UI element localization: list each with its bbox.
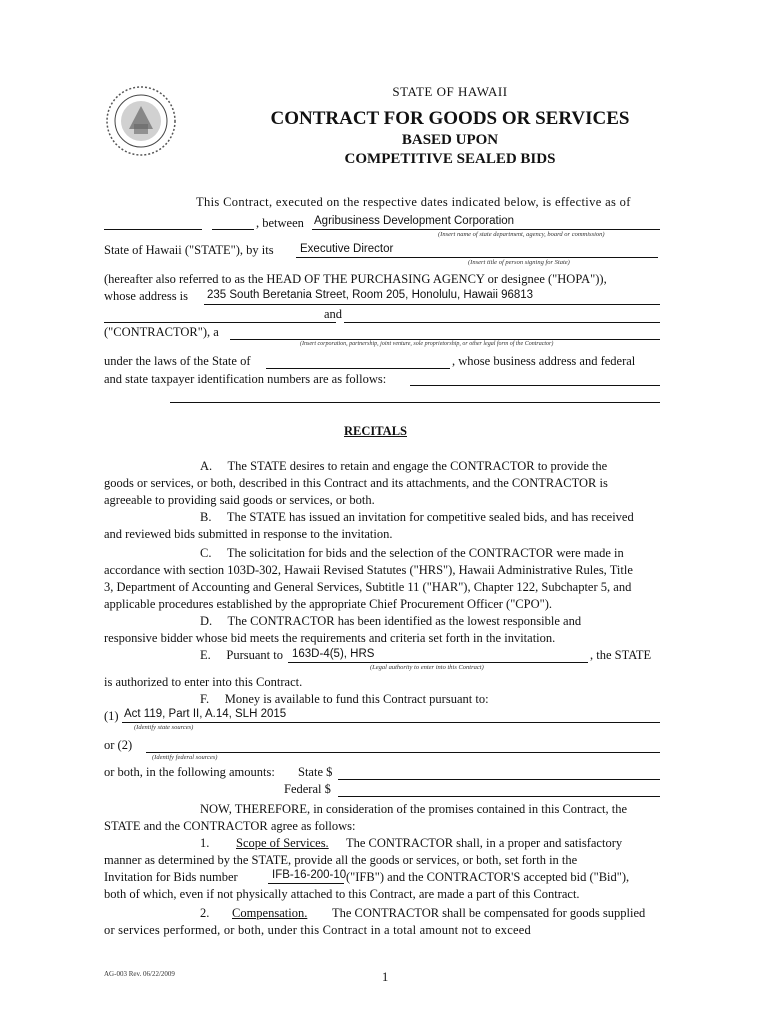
amounts-label: or both, in the following amounts: xyxy=(104,765,275,779)
business-address-label: , whose business address and federal xyxy=(452,354,636,368)
recital-c-4: applicable procedures established by the appropriate Chief Procurement Officer ("CPO"). xyxy=(104,597,553,611)
contract-title: CONTRACT FOR GOODS OR SERVICES xyxy=(270,108,630,129)
effective-year-field[interactable] xyxy=(212,229,254,230)
ifb-number-field[interactable]: IFB-16-200-10 xyxy=(272,869,347,881)
officer-caption: (Insert title of person signing for State) xyxy=(468,259,570,266)
address-field[interactable]: 235 South Beretania Street, Room 205, Honolulu, Hawaii 96813 xyxy=(207,289,534,301)
section-1-line-c-pre: Invitation for Bids number xyxy=(104,870,238,884)
state-funding-source-field[interactable]: Act 119, Part II, A.14, SLH 2015 xyxy=(124,708,287,720)
section-1-title: Scope of Services. xyxy=(236,836,329,850)
recital-e-pre: E. Pursuant to xyxy=(200,648,283,662)
recital-c-3: 3, Department of Accounting and General Services, Subtitle 11 ("HAR"), Chapter 122, Subchapter 5, and xyxy=(104,580,632,594)
contractor-name-field[interactable] xyxy=(104,322,336,323)
agency-caption: (Insert name of state department, agency, board or commission) xyxy=(438,231,605,238)
section-2-title: Compensation. xyxy=(232,906,308,920)
legal-authority-line xyxy=(288,662,588,663)
recital-f-1: F. Money is available to fund this Contract pursuant to: xyxy=(200,692,489,706)
hopa-line: (hereafter also referred to as the HEAD OF THE PURCHASING AGENCY or designee ("HOPA")), xyxy=(104,272,607,286)
state-heading: STATE OF HAWAII xyxy=(392,84,508,99)
federal-amount-field[interactable] xyxy=(338,796,660,797)
taxpayer-id-field-2[interactable] xyxy=(170,402,660,403)
now-therefore-2: STATE and the CONTRACTOR agree as follows: xyxy=(104,819,356,833)
contract-subtitle-1: BASED UPON xyxy=(401,132,499,148)
federal-funding-source-field[interactable] xyxy=(146,752,660,753)
ifb-number-line xyxy=(268,883,344,884)
state-funding-line xyxy=(122,722,660,723)
recital-a-1: A. The STATE desires to retain and engage the CONTRACTOR to provide the xyxy=(200,459,608,473)
recital-b-2: and reviewed bids submitted in response to the invitation. xyxy=(104,527,393,541)
recital-c-2: accordance with section 103D-302, Hawaii Revised Statutes ("HRS"), Hawaii Administrative Rules, Title xyxy=(104,563,633,577)
recital-a-3: agreeable to providing said goods or services, or both. xyxy=(104,493,375,507)
now-therefore-1: NOW, THEREFORE, in consideration of the promises contained in this Contract, the xyxy=(200,802,628,816)
recital-d-2: responsive bidder whose bid meets the requirements and criteria set forth in the invitation. xyxy=(104,631,556,645)
section-1-number: 1. xyxy=(200,836,210,850)
state-funding-caption: (Identify state sources) xyxy=(134,724,194,731)
section-1-line-b: manner as determined by the STATE, provide all the goods or services, or both, set forth in the xyxy=(104,853,578,867)
page-number: 1 xyxy=(382,970,389,984)
state-by-its-label: State of Hawaii ("STATE"), by its xyxy=(104,243,274,257)
legal-form-field[interactable] xyxy=(230,339,660,340)
intro-line-1: This Contract, executed on the respective dates indicated below, is effective as of xyxy=(196,195,631,209)
section-1-line-c-post: ("IFB") and the CONTRACTOR'S accepted bid ("Bid"), xyxy=(346,870,630,884)
officer-title-field[interactable]: Executive Director xyxy=(300,243,394,255)
form-number: AG-003 Rev. 06/22/2009 xyxy=(104,970,175,978)
state-amount-label: State $ xyxy=(298,765,333,779)
and-label: and xyxy=(324,307,343,321)
agency-name-field[interactable]: Agribusiness Development Corporation xyxy=(314,215,515,227)
contractor-a-label: ("CONTRACTOR"), a xyxy=(104,325,219,339)
between-label: , between xyxy=(256,216,304,230)
section-2-number: 2. xyxy=(200,906,210,920)
taxpayer-label: and state taxpayer identification numbers are as follows: xyxy=(104,372,387,386)
funding-2-label: or (2) xyxy=(104,738,133,752)
recital-e-post: , the STATE xyxy=(590,648,652,662)
whose-address-label: whose address is xyxy=(104,289,189,303)
taxpayer-id-field[interactable] xyxy=(410,385,660,386)
officer-title-line xyxy=(296,257,658,258)
legal-authority-field[interactable]: 163D-4(5), HRS xyxy=(292,648,375,660)
legal-form-caption: (Insert corporation, partnership, joint venture, sole proprietorship, or other legal form of the Contractor) xyxy=(300,341,554,347)
federal-funding-caption: (Identify federal sources) xyxy=(152,754,218,761)
effective-date-field[interactable] xyxy=(104,229,202,230)
state-amount-field[interactable] xyxy=(338,779,660,780)
section-2-line-a: The CONTRACTOR shall be compensated for goods supplied xyxy=(332,906,646,920)
recital-a-2: goods or services, or both, described in this Contract and its attachments, and the CONTRACTOR is xyxy=(104,476,608,490)
federal-amount-label: Federal $ xyxy=(284,782,331,796)
address-line xyxy=(204,304,660,305)
contractor-name-field-2[interactable] xyxy=(344,322,660,323)
section-2-line-b: or services performed, or both, under this Contract in a total amount not to exceed xyxy=(104,923,531,937)
state-seal-icon xyxy=(104,84,178,158)
recitals-heading: RECITALS xyxy=(344,424,407,438)
recital-b-1: B. The STATE has issued an invitation for competitive sealed bids, and has received xyxy=(200,510,634,524)
contract-subtitle-2: COMPETITIVE SEALED BIDS xyxy=(344,151,556,167)
recital-c-1: C. The solicitation for bids and the selection of the CONTRACTOR were made in xyxy=(200,546,624,560)
section-1-line-d: both of which, even if not physically attached to this Contract, are made a part of this Contract. xyxy=(104,887,580,901)
recital-d-1: D. The CONTRACTOR has been identified as the lowest responsible and xyxy=(200,614,582,628)
agency-name-line xyxy=(312,229,660,230)
state-of-law-field[interactable] xyxy=(266,368,450,369)
under-laws-label: under the laws of the State of xyxy=(104,354,251,368)
funding-1-label: (1) xyxy=(104,709,119,723)
recital-e-2: is authorized to enter into this Contract. xyxy=(104,675,303,689)
section-1-line-a: The CONTRACTOR shall, in a proper and satisfactory xyxy=(346,836,623,850)
legal-authority-caption: (Legal authority to enter into this Contract) xyxy=(370,664,484,671)
